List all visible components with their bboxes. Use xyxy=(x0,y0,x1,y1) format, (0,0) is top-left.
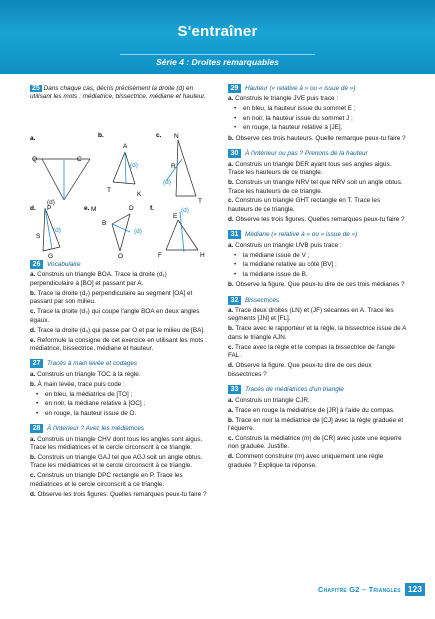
page-title: S'entraîner xyxy=(177,23,258,40)
fig-a-d: (d) xyxy=(47,198,55,206)
exercise-28 xyxy=(30,424,210,499)
fig-a-line2 xyxy=(42,159,64,200)
pt-F: F xyxy=(158,251,162,259)
fig-label-e: e. xyxy=(84,204,90,212)
series-subtitle: Série 4 : Droites remarquables xyxy=(120,54,315,69)
exercise-number: 33 xyxy=(228,385,241,394)
fig-b-side1 xyxy=(113,152,125,182)
item-label: c. xyxy=(228,434,234,442)
exercise-number: 27 xyxy=(30,359,43,368)
bullet-list xyxy=(36,391,210,418)
pt-Q: Q xyxy=(32,155,38,163)
pt-A: A xyxy=(123,142,128,150)
left-column xyxy=(30,84,210,505)
header-banner xyxy=(0,0,435,74)
fig-b-d: (d) xyxy=(130,161,138,169)
item-text: Construis un triangle CHV dont tous les angles sont aigus. Trace les médiatrices et le cercle circonscrit à ce triangle. xyxy=(30,435,203,452)
item-label: a. xyxy=(228,241,234,249)
item-label: a. xyxy=(30,370,36,378)
exercise-27 xyxy=(30,359,210,418)
item-text: Trace avec la règle et le compas la bissectrice de l'angle FAL . xyxy=(228,343,395,360)
item-label: d. xyxy=(228,362,234,370)
exercise-title: Tracés à main levée et codages xyxy=(47,360,138,368)
item-label: a. xyxy=(228,307,234,315)
pt-R: R xyxy=(171,162,176,170)
item-text: Construis un triangle CJR. xyxy=(235,396,310,404)
pt-D: D xyxy=(129,204,134,212)
fig-label-b: b. xyxy=(98,131,104,139)
pt-M: M xyxy=(91,205,97,213)
fig-d-side1 xyxy=(43,208,45,251)
item-text: Observe ces trois hauteurs. Quelle remarque peux-tu faire ? xyxy=(235,134,406,142)
exercise-text: Dans chaque cas, décris précisément la droite (d) en utilisant les mots : médiatrice, bissectrice, médiane et hauteur. xyxy=(30,85,206,101)
fig-f-d-line xyxy=(180,212,184,252)
exercise-31 xyxy=(228,230,406,289)
item-text: Construis un triangle BOA. Trace la droite (d₁) perpendiculaire à [BO] et passant par A. xyxy=(30,271,167,287)
pt-C: C xyxy=(77,155,82,163)
pt-P: P xyxy=(47,204,52,212)
item-text: Observe les trois figures. Quelles remarques peux-tu faire ? xyxy=(37,490,207,498)
exercise-title: Tracés de médiatrices d'un triangle xyxy=(245,386,344,394)
item-text: Trace avec le rapporteur et la règle, la bissectrice issue de A dans le triangle AJN. xyxy=(228,325,406,341)
right-column xyxy=(228,84,406,476)
list-item: • la médiane relative au côté [BV] ; xyxy=(234,261,406,269)
fig-a-line3 xyxy=(64,159,90,200)
item-label: c. xyxy=(228,197,234,205)
item-text: Trace la droite (d₃) qui coupe l'angle BOA en deux angles égaux. xyxy=(30,308,200,324)
item-label: b. xyxy=(30,454,36,462)
fig-e-side1 xyxy=(112,214,130,224)
exercise-32 xyxy=(228,296,406,380)
item-label: d. xyxy=(30,326,36,334)
item-text: Construis un triangle DPC rectangle en P. Trace les médiatrices et le cercle circonscrit à ce triangle. xyxy=(30,472,183,488)
pt-G: G xyxy=(48,252,54,260)
list-item: • en noir, la hauteur issue du sommet J ; xyxy=(234,115,406,123)
list-item: • en noir, la médiane relative à [OC] ; xyxy=(36,400,210,408)
exercise-title: Hauteur (« relative à » ou « issue de ») xyxy=(245,85,356,92)
exercise-number: 31 xyxy=(228,230,241,239)
item-text: À main levée, trace puis code : xyxy=(37,380,125,388)
exercise-number: 26 xyxy=(30,260,43,269)
exercise-30 xyxy=(228,149,406,224)
item-text: Trace la droite (d₄) qui passe par O et par le milieu de [BA]. xyxy=(37,326,205,334)
item-text: Reformule la consigne de cet exercice en utilisant les mots : médiatrice, bissectrice, médiane et hauteur. xyxy=(30,336,207,352)
item-label: c. xyxy=(30,308,36,316)
fig-d-d: (d) xyxy=(53,226,61,234)
item-label: a. xyxy=(228,406,234,414)
fig-label-a: a. xyxy=(30,134,36,142)
item-text: Comment construire (m) avec uniquement une règle graduée ? Explique ta réponse. xyxy=(228,453,384,469)
pt-S: S xyxy=(36,232,41,240)
fig-b-d-line xyxy=(125,152,126,184)
pt-O: O xyxy=(118,252,124,260)
fig-e-side3 xyxy=(112,224,120,251)
item-text: Construis un triangle UVB puis trace : xyxy=(235,241,342,249)
exercise-title: Vocabulaire xyxy=(47,260,81,268)
exercise-number: 32 xyxy=(228,296,241,305)
fig-f-d: (d) xyxy=(181,206,189,214)
item-label: b. xyxy=(228,179,234,187)
item-text: Construis un triangle DER ayant tous ses angles aigus. Trace les hauteurs de ce triangle. xyxy=(228,160,392,177)
item-label: c. xyxy=(228,343,234,351)
item-label: b. xyxy=(30,380,36,388)
fig-d-d-line xyxy=(45,208,52,249)
exercise-26 xyxy=(30,260,210,354)
item-label: a. xyxy=(228,160,234,168)
exercise-title: À l'intérieur ? Avec les médiatrices xyxy=(47,425,145,433)
item-label: b. xyxy=(228,134,234,142)
item-label: b. xyxy=(228,416,234,424)
item-label: b. xyxy=(228,325,234,333)
figures-svg xyxy=(30,104,210,260)
exercise-number: 28 xyxy=(30,424,43,433)
list-item: • en bleu, la médiatrice de [TO] ; xyxy=(36,391,210,399)
fig-b-base xyxy=(113,182,135,184)
fig-c-d: (d) xyxy=(163,178,171,186)
item-text: Trace en noir la médiatrice de [CJ] avec la règle graduée et l'équerre. xyxy=(228,416,404,432)
item-text: Construis un triangle GHT rectangle en T. Trace les hauteurs de ce triangle. xyxy=(228,197,381,213)
list-item: • la médiane issue de V ; xyxy=(234,252,406,260)
pt-T: T xyxy=(107,186,111,194)
item-text: Construis un triangle NRV tel que NRV soit un angle obtus. Trace les hauteurs de ce triangle. xyxy=(228,179,403,195)
fig-label-f: f. xyxy=(150,204,154,212)
geometry-figures xyxy=(30,104,210,260)
item-label: d. xyxy=(30,490,36,498)
page-number: 123 xyxy=(405,583,425,596)
item-label: b. xyxy=(228,281,234,289)
fig-c-side1 xyxy=(176,140,178,196)
item-text: Observe la figure. Que peux-tu dire de ces trois médianes ? xyxy=(235,281,405,289)
item-text: Observe les trois figures. Quelles remarques peux-tu faire ? xyxy=(235,215,405,223)
item-text: Construis la médiatrice (m) de [CR] avec juste une équerre non graduée. Justifie. xyxy=(228,434,402,451)
pt-H: H xyxy=(200,251,205,259)
bullet-list xyxy=(234,105,406,132)
fig-e-d: (d) xyxy=(134,227,142,235)
item-text: Construis le triangle JVE puis trace : xyxy=(235,95,339,103)
exercise-title: Bissectrices xyxy=(245,296,280,304)
list-item: • la médiane issue de B. xyxy=(234,271,406,279)
exercise-29 xyxy=(228,84,406,143)
item-text: Trace la droite (d₂) perpendiculaire au segment [OA] et passant par son milieu. xyxy=(30,289,193,306)
item-label: b. xyxy=(30,289,36,297)
exercise-number: 30 xyxy=(228,149,241,158)
list-item: • en rouge, la hauteur relative à [JE]. xyxy=(234,124,406,132)
list-item: • en rouge, la hauteur issue de O. xyxy=(36,410,210,418)
exercise-title: Médiane (« relative à » ou « issue de ») xyxy=(245,231,358,239)
page-footer xyxy=(318,583,425,596)
fig-label-d: d. xyxy=(30,204,36,212)
list-item: • en bleu, la hauteur issue du sommet E ; xyxy=(234,105,406,113)
exercise-number: 25 xyxy=(32,85,40,92)
fig-e-side2 xyxy=(120,214,130,251)
chapter-label: Chapitre G2 – Triangles xyxy=(318,584,401,594)
pt-E: E xyxy=(173,212,178,220)
pt-N: N xyxy=(174,132,179,140)
fig-c-side2 xyxy=(178,140,196,196)
pt-B: B xyxy=(102,219,107,227)
exercise-33 xyxy=(228,385,406,470)
item-text: Construis un triangle GAJ tel que AGJ soit un angle obtus. Trace les médiatrices et le cercle circonscrit à ce triangle. xyxy=(30,454,203,470)
exercise-number: 29 xyxy=(228,84,241,93)
pt-K: K xyxy=(137,190,142,198)
item-label: a. xyxy=(228,95,234,103)
exercise-25 xyxy=(30,84,210,260)
item-label: d. xyxy=(228,453,234,461)
item-label: a. xyxy=(30,271,36,279)
pt-T2: T xyxy=(198,197,202,205)
fig-label-c: c. xyxy=(156,131,162,139)
bullet-list xyxy=(234,252,406,279)
item-label: e. xyxy=(30,336,36,344)
item-label: c. xyxy=(30,472,36,480)
item-text: Construis un triangle TOC à la règle. xyxy=(37,370,141,378)
item-text: Trace en rouge la médiatrice de [JR] à l'aide du compas. xyxy=(235,406,395,414)
item-label: a. xyxy=(228,396,234,404)
item-label: a. xyxy=(30,435,36,443)
item-text: Observe la figure. Que peux-tu dire de ces deux bissectrices ? xyxy=(228,362,372,378)
fig-f-side1 xyxy=(166,220,178,250)
exercise-title: À l'intérieur ou pas ? Prenons de la hauteur xyxy=(245,150,368,158)
item-label: d. xyxy=(228,215,234,223)
item-text: Trace deux droites (LN) et (JF) sécantes en A. Trace les segments [JN] et [FL]. xyxy=(228,307,394,323)
